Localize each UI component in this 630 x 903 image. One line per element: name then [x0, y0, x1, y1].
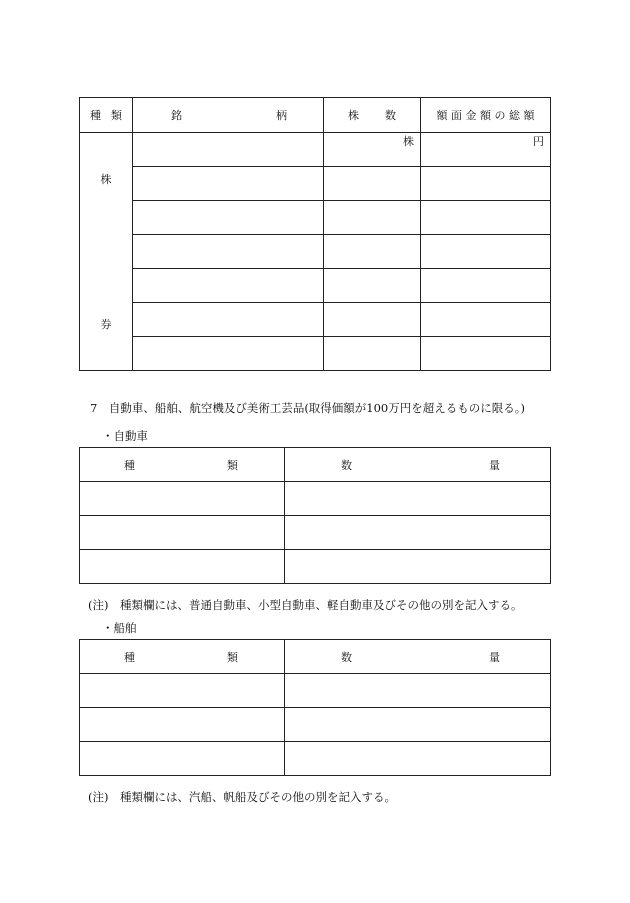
type-cell[interactable] [80, 674, 285, 708]
quantity-cell[interactable] [285, 674, 551, 708]
share-count-cell[interactable] [324, 337, 421, 371]
total-value-cell[interactable] [421, 337, 551, 371]
share-count-cell[interactable] [324, 201, 421, 235]
kind-cell-stock-certificates [80, 133, 133, 371]
header-quantity: 数 量 [285, 640, 551, 674]
share-count-cell[interactable] [324, 133, 421, 167]
brand-cell[interactable] [133, 235, 324, 269]
header-type: 種 類 [80, 448, 285, 482]
yen-unit-label: 円 [533, 135, 544, 148]
brand-cell[interactable] [133, 133, 324, 167]
stock-table [79, 97, 551, 371]
vessel-row [80, 742, 551, 776]
automobile-row [80, 482, 551, 516]
header-brand: 銘 柄 [133, 98, 324, 133]
total-value-cell[interactable] [421, 133, 551, 167]
share-count-cell[interactable] [324, 167, 421, 201]
quantity-cell[interactable] [285, 550, 551, 584]
share-count-cell[interactable] [324, 235, 421, 269]
automobiles-table [79, 447, 551, 584]
automobiles-label: ・自動車 [102, 429, 148, 443]
header-quantity: 数 量 [285, 448, 551, 482]
kind-label-bottom: 券 [100, 318, 112, 331]
automobile-row [80, 516, 551, 550]
automobiles-table-header [80, 448, 551, 482]
vessel-row [80, 708, 551, 742]
share-count-cell[interactable] [324, 303, 421, 337]
quantity-cell[interactable] [285, 742, 551, 776]
vessels-table-header [80, 640, 551, 674]
quantity-cell[interactable] [285, 516, 551, 550]
quantity-cell[interactable] [285, 482, 551, 516]
header-kind: 種 類 [80, 98, 133, 133]
type-cell[interactable] [80, 708, 285, 742]
vessel-row [80, 674, 551, 708]
vessels-label: ・船舶 [102, 621, 137, 635]
header-share-count: 株 数 [324, 98, 421, 133]
brand-cell[interactable] [133, 303, 324, 337]
stock-row [80, 235, 551, 269]
total-value-cell[interactable] [421, 269, 551, 303]
brand-cell[interactable] [133, 337, 324, 371]
stock-table-header [80, 98, 551, 133]
vessels-table [79, 639, 551, 776]
automobile-row [80, 550, 551, 584]
stock-row [80, 303, 551, 337]
share-count-cell[interactable] [324, 269, 421, 303]
stock-row [80, 133, 551, 167]
stock-row [80, 269, 551, 303]
total-value-cell[interactable] [421, 235, 551, 269]
brand-cell[interactable] [133, 167, 324, 201]
header-total-face-value: 額 面 金 額 の 総 額 [421, 98, 551, 133]
total-value-cell[interactable] [421, 303, 551, 337]
stock-row [80, 201, 551, 235]
type-cell[interactable] [80, 516, 285, 550]
total-value-cell[interactable] [421, 201, 551, 235]
vessels-note: (注) 種類欄には、汽船、帆船及びその他の別を記入する。 [88, 790, 396, 804]
shares-unit-label: 株 [403, 135, 414, 148]
stock-row [80, 167, 551, 201]
automobiles-note: (注) 種類欄には、普通自動車、小型自動車、軽自動車及びその他の別を記入する。 [88, 598, 523, 612]
type-cell[interactable] [80, 482, 285, 516]
type-cell[interactable] [80, 550, 285, 584]
type-cell[interactable] [80, 742, 285, 776]
section-7-heading: 7 自動車、船舶、航空機及び美術工芸品(取得価額が100万円を超えるものに限る。) [90, 401, 525, 415]
total-value-cell[interactable] [421, 167, 551, 201]
stock-row [80, 337, 551, 371]
quantity-cell[interactable] [285, 708, 551, 742]
brand-cell[interactable] [133, 201, 324, 235]
header-type: 種 類 [80, 640, 285, 674]
brand-cell[interactable] [133, 269, 324, 303]
kind-label-top: 株 [100, 173, 112, 186]
